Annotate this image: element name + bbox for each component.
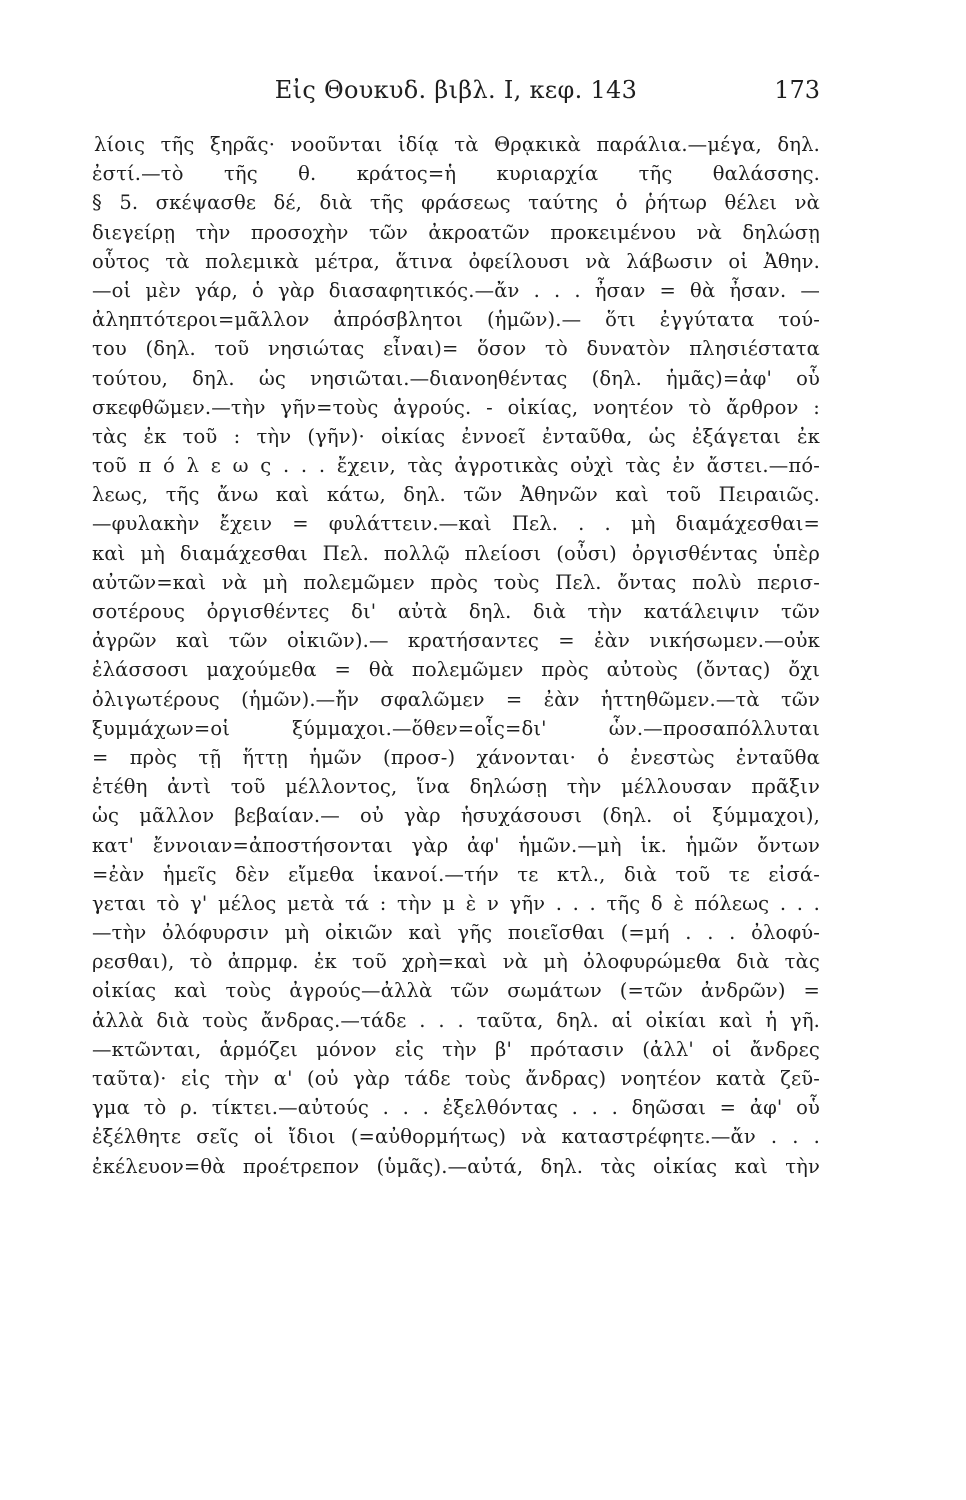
text-line: ὀλιγωτέρους (ἡμῶν).—ἤν σφαλῶμεν = ἐὰν ἡττηθῶμεν.—τὰ τῶν [92,687,820,711]
text-line: ἐστί.—τὸ τῆς θ. κράτος=ἡ κυριαρχία τῆς θαλάσσης. [92,162,820,186]
text-line: τούτου, δηλ. ὡς νησιῶται.—διανοηθέντας (δηλ. ἡμᾶς)=ἀφ' οὗ [92,366,820,390]
running-header [92,76,820,116]
text-line: § 5. σκέψασθε δέ, διὰ τῆς φράσεως ταύτης ὁ ῥήτωρ θέλει νὰ [92,191,820,215]
text-line: λεως, τῆς ἄνω καὶ κάτω, δηλ. τῶν Ἀθηνῶν καὶ τοῦ Πειραιῶς. [92,483,820,507]
text-line: ἐκέλευον=θὰ προέτρεπον (ὑμᾶς).—αὐτά, δηλ. τὰς οἰκίας καὶ τὴν [92,1154,820,1178]
text-line: καὶ μὴ διαμάχεσθαι Πελ. πολλῷ πλείοσι (οὖσι) ὀργισθέντας ὑπὲρ [92,541,820,565]
text-line: γεται τὸ γ' μέλος μετὰ τά : τὴν μ ὲ ν γῆν . . . τῆς δ ὲ πόλεως . . . [92,891,820,915]
commentary-text [92,130,820,1181]
text-line: ἐλάσσοσι μαχούμεθα = θὰ πολεμῶμεν πρὸς αὐτοὺς (ὄντας) ὄχι [92,658,820,682]
text-line: ξυμμάχων=οἱ ξύμμαχοι.—ὅθεν=οἷς=δι' ὧν.—προσαπόλλυται [92,716,820,740]
text-line: τοῦ π ό λ ε ω ς . . . ἔχειν, τὰς ἀγροτικὰς οὐχὶ τὰς ἐν ἄστει.—πό- [92,454,820,478]
text-line: =ἐὰν ἡμεῖς δὲν εἴμεθα ἱκανοί.—τήν τε κτλ., διὰ τοῦ τε εἰσά- [92,862,820,886]
text-line: σοτέρους ὀργισθέντες δι' αὐτὰ δηλ. διὰ τὴν κατάλειψιν τῶν [92,600,820,623]
text-line: οὗτος τὰ πολεμικὰ μέτρα, ἅτινα ὀφείλουσι νὰ λάβωσιν οἱ Ἀθην. [92,249,820,273]
page-number: 173 [774,76,820,104]
text-line: οἰκίας καὶ τοὺς ἀγρούς—ἀλλὰ τῶν σωμάτων (=τῶν ἀνδρῶν) = [92,979,820,1003]
text-line: ἐτέθη ἀντὶ τοῦ μέλλοντος, ἵνα δηλώσῃ τὴν μέλλουσαν πρᾶξιν [92,775,820,799]
text-line: ρεσθαι), τὸ ἀπρμφ. ἐκ τοῦ χρὴ=καὶ νὰ μὴ ὀλοφυρώμεθα διὰ τὰς [92,950,820,974]
text-line: —κτῶνται, ἁρμόζει μόνον εἰς τὴν β' πρότασιν (ἀλλ' οἱ ἄνδρες [92,1037,820,1061]
text-line: ἀληπτότεροι=μᾶλλον ἀπρόσβλητοι (ἡμῶν).— ὅτι ἐγγύτατα τού- [92,308,820,332]
text-line: λίοις τῆς ξηρᾶς· νοοῦνται ἰδίᾳ τὰ Θρᾳκικὰ παράλια.—μέγα, δηλ. [94,133,820,156]
text-line: κατ' ἔννοιαν=ἀποστήσονται γὰρ ἀφ' ἡμῶν.—μὴ ἱκ. ἡμῶν ὄντων [92,833,820,857]
text-line: ταῦτα)· εἰς τὴν α' (οὐ γὰρ τάδε τοὺς ἄνδρας) νοητέον κατὰ ζεῦ- [92,1067,820,1090]
text-line: ἀλλὰ διὰ τοὺς ἄνδρας.—τάδε . . . ταῦτα, δηλ. αἱ οἰκίαι καὶ ἡ γῆ. [92,1008,820,1032]
text-line: —φυλακὴν ἔχειν = φυλάττειν.—καὶ Πελ. . . μὴ διαμάχεσθαι= [92,512,820,536]
text-line: —τὴν ὀλόφυρσιν μὴ οἰκιῶν καὶ γῆς ποιεῖσθαι (=μή . . . ὀλοφύ- [92,921,820,945]
text-line: διεγείρῃ τὴν προσοχὴν τῶν ἀκροατῶν προκειμένου νὰ δηλώσῃ [92,220,820,244]
text-line: ἀγρῶν καὶ τῶν οἰκιῶν).— κρατήσαντες = ἐὰν νικήσωμεν.—οὐκ [92,629,820,653]
text-line: ὡς μᾶλλον βεβαίαν.— οὐ γὰρ ἡσυχάσουσι (δηλ. οἱ ξύμμαχοι), [92,804,820,828]
text-line: τὰς ἐκ τοῦ : τὴν (γῆν)· οἰκίας ἐννοεῖ ἐνταῦθα, ὡς ἐξάγεται ἐκ [92,424,820,448]
text-line: γμα τὸ ρ. τίκτει.—αὐτούς . . . ἐξελθόντας . . . δηῶσαι = ἀφ' οὗ [92,1096,820,1120]
running-title: Εἰς Θουκυδ. βιβλ. Ι, κεφ. 143 [274,76,638,104]
text-line: ἐξέλθητε σεῖς οἱ ἴδιοι (=αὐθορμήτως) νὰ καταστρέφητε.—ἄν . . . [92,1125,820,1149]
text-line: —οἱ μὲν γάρ, ὁ γὰρ διασαφητικός.—ἄν . . . ἦσαν = θὰ ἦσαν. — [92,278,820,302]
text-line: αὐτῶν=καὶ νὰ μὴ πολεμῶμεν πρὸς τοὺς Πελ. ὄντας πολὺ περισ- [92,570,820,594]
text-line: του (δηλ. τοῦ νησιώτας εἶναι)= ὅσον τὸ δυνατὸν πλησιέστατα [92,337,820,361]
text-line: = πρὸς τῇ ἥττῃ ἡμῶν (προσ-) χάνονται· ὁ ἐνεστὼς ἐνταῦθα [92,745,820,769]
text-line: σκεφθῶμεν.—τὴν γῆν=τοὺς ἀγρούς. - οἰκίας, νοητέον τὸ ἄρθρον : [92,395,820,419]
